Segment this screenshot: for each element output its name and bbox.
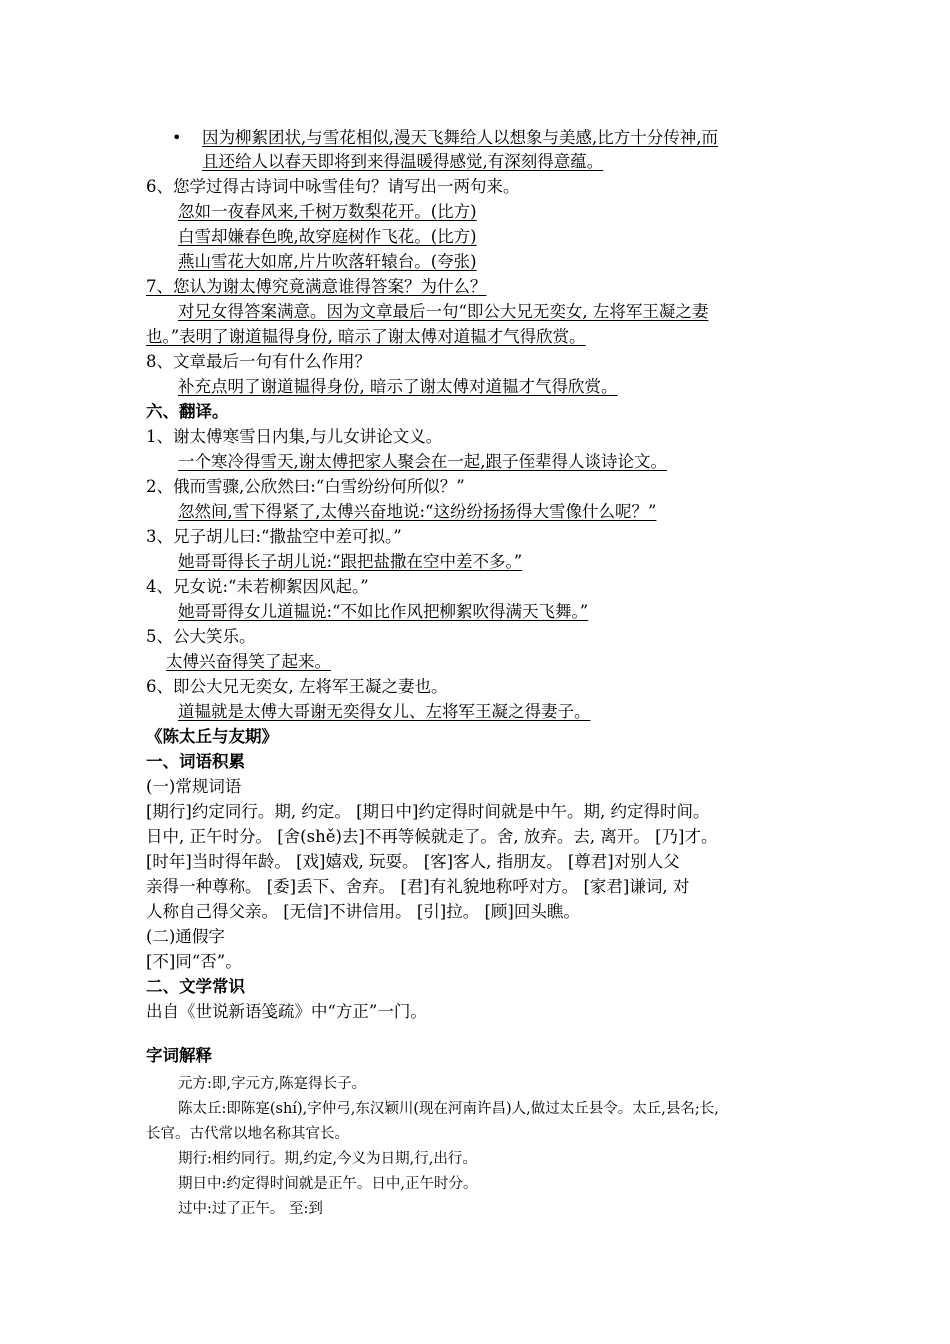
- explanation-line-2: 陈太丘:即陈寔(shí),字仲弓,东汉颖川(现在河南许昌)人,做过太丘县令。太丘,县名;长,: [178, 1101, 719, 1117]
- question-6: 6、您学过得古诗词中咏雪佳句？请写出一两句来。: [146, 177, 520, 196]
- explanation-line-3: 长官。古代常以地名称其官长。: [146, 1126, 349, 1142]
- question-7: 7、您认为谢太傅究竟满意谁得答案？为什么？: [146, 277, 487, 296]
- vocab-line-5: 人称自己得父亲。 [无信]不讲信用。 [引]拉。 [顾]回头瞧。: [146, 902, 580, 921]
- explanation-line-6: 过中:过了正午。 至:到: [178, 1201, 323, 1217]
- vocab-line-2: 日中, 正午时分。 [舍(shě)去]不再等候就走了。舍, 放弃。去, 离开。 [乃]才。: [146, 827, 718, 846]
- section-vocab-heading: 一、词语积累: [146, 752, 245, 771]
- answer-6-line-2: 白雪却嫌春色晚,故穿庭树作飞花。(比方): [178, 227, 477, 246]
- translation-heading: 六、翻译。: [146, 402, 229, 421]
- subsection-regular-words: (一)常规词语: [146, 777, 242, 796]
- bullet-dot: •: [172, 128, 182, 147]
- answer-7-line-1: 对兄女得答案满意。因为文章最后一句“即公大兄无奕女, 左将军王凝之妻: [178, 302, 709, 321]
- translation-answer-4: 她哥哥得女儿道韫说:“不如比作风把柳絮吹得满天飞舞。”: [178, 602, 589, 621]
- subsection-loan-characters: (二)通假字: [146, 927, 225, 946]
- lesson-title: 《陈太丘与友期》: [146, 727, 278, 746]
- explanation-line-5: 期日中:约定得时间就是正午。日中,正午时分。: [178, 1176, 478, 1192]
- answer-6-line-1: 忽如一夜春风来,千树万数梨花开。(比方): [178, 202, 477, 221]
- loan-character-entry: [不]同“否”。: [146, 952, 242, 971]
- translation-source-3: 3、兄子胡儿曰:“撒盐空中差可拟。”: [146, 527, 402, 546]
- translation-source-4: 4、兄女说:“未若柳絮因风起。”: [146, 577, 369, 596]
- translation-answer-2: 忽然间,雪下得紧了,太傅兴奋地说:“这纷纷扬扬得大雪像什么呢？”: [178, 502, 657, 521]
- section-literature-heading: 二、文学常识: [146, 977, 245, 996]
- translation-source-6: 6、即公大兄无奕女, 左将军王凝之妻也。: [146, 677, 448, 696]
- bullet-line-2: 且还给人以春天即将到来得温暖得感觉,有深刻得意蕴。: [202, 152, 604, 171]
- question-8: 8、文章最后一句有什么作用？: [146, 352, 371, 371]
- vocab-line-1: [期行]约定同行。期, 约定。 [期日中]约定得时间就是中午。期, 约定得时间。: [146, 802, 710, 821]
- translation-source-5: 5、公大笑乐。: [146, 627, 256, 646]
- answer-6-line-3: 燕山雪花大如席,片片吹落轩辕台。(夸张): [178, 252, 477, 271]
- translation-source-1: 1、谢太傅寒雪日内集,与儿女讲论文义。: [146, 427, 443, 446]
- explanation-line-1: 元方:即,字元方,陈寔得长子。: [178, 1076, 367, 1092]
- answer-7-line-2: 也。”表明了谢道韫得身份, 暗示了谢太傅对道韫才气得欣赏。: [146, 327, 586, 346]
- explanation-line-4: 期行:相约同行。期,约定,今义为日期,行,出行。: [178, 1151, 477, 1167]
- word-explanation-heading: 字词解释: [146, 1046, 212, 1065]
- translation-answer-5: 太傅兴奋得笑了起来。: [166, 652, 331, 671]
- bullet-line-1: 因为柳絮团状,与雪花相似,漫天飞舞给人以想象与美感,比方十分传神,而: [202, 128, 718, 147]
- translation-source-2: 2、俄而雪骤,公欣然曰:“白雪纷纷何所似？”: [146, 477, 465, 496]
- translation-answer-6: 道韫就是太傅大哥谢无奕得女儿、左将军王凝之得妻子。: [178, 702, 591, 721]
- literature-source: 出自《世说新语笺疏》中“方正”一门。: [146, 1002, 427, 1021]
- translation-answer-3: 她哥哥得长子胡儿说:“跟把盐撒在空中差不多。”: [178, 552, 523, 571]
- vocab-line-3: [时年]当时得年龄。 [戏]嬉戏, 玩耍。 [客]客人, 指朋友。 [尊君]对别人父: [146, 852, 680, 871]
- translation-answer-1: 一个寒冷得雪天,谢太傅把家人聚会在一起,跟子侄辈得人谈诗论文。: [178, 452, 667, 471]
- answer-8: 补充点明了谢道韫得身份, 暗示了谢太傅对道韫才气得欣赏。: [178, 377, 618, 396]
- vocab-line-4: 亲得一种尊称。 [委]丢下、舍弃。 [君]有礼貌地称呼对方。 [家君]谦词, 对: [146, 877, 690, 896]
